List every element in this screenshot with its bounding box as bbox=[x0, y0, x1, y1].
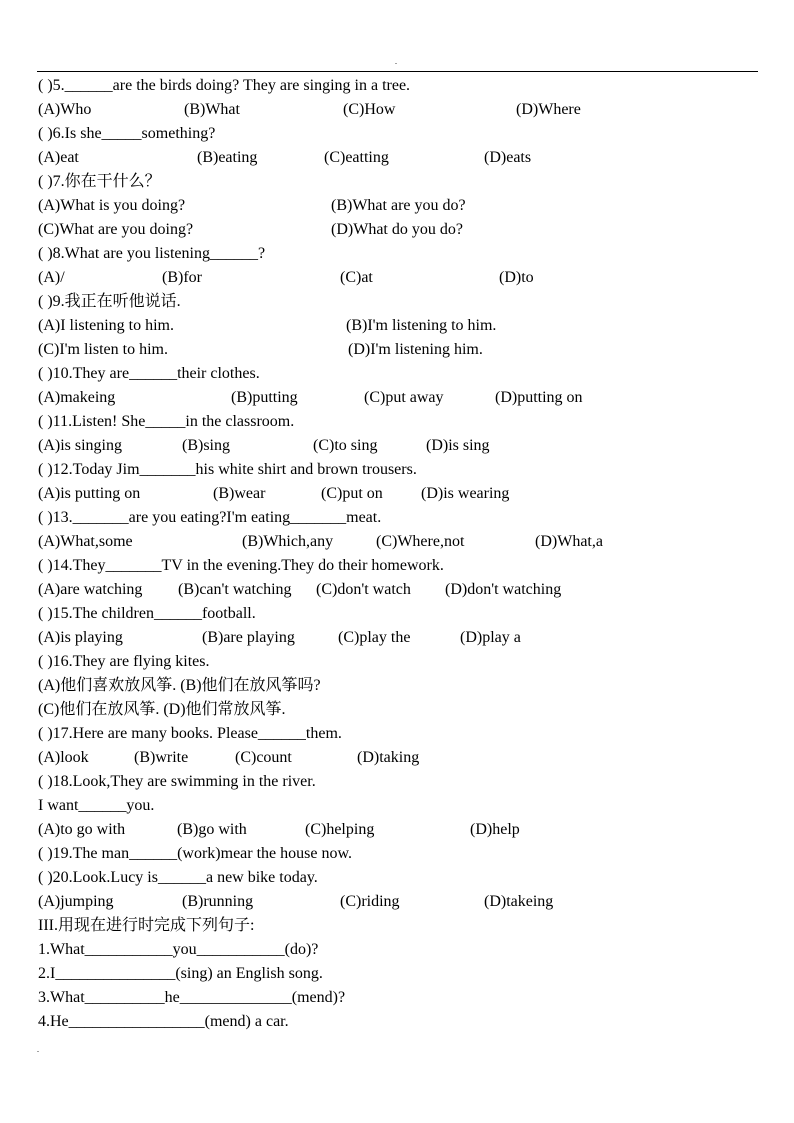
options-16-cd bbox=[38, 698, 758, 722]
question-12 bbox=[38, 458, 758, 482]
option-c: (C)at bbox=[340, 269, 373, 286]
header-rule bbox=[37, 71, 758, 72]
option-d: (D)is sing bbox=[426, 437, 490, 454]
options-20 bbox=[38, 890, 758, 914]
options-7-cd bbox=[38, 218, 758, 242]
option-a: (A)Who bbox=[38, 101, 92, 118]
question-15 bbox=[38, 602, 758, 626]
option-d: (D)taking bbox=[357, 749, 420, 766]
question-text: ( )7.你在干什么？ bbox=[38, 173, 161, 190]
option-a: (A)is playing bbox=[38, 629, 123, 646]
option-c: (C)put away bbox=[364, 389, 444, 406]
question-8 bbox=[38, 242, 758, 266]
option-d: (D)takeing bbox=[484, 893, 554, 910]
options-10 bbox=[38, 386, 758, 410]
question-text: ( )18.Look,They are swimming in the river. bbox=[38, 773, 316, 790]
fill-blank-3 bbox=[38, 986, 758, 1010]
option-a: (A)is singing bbox=[38, 437, 122, 454]
option-b: (B)I'm listening to him. bbox=[346, 317, 497, 334]
options-17 bbox=[38, 746, 758, 770]
options-16-ab bbox=[38, 674, 758, 698]
option-b: (B)What bbox=[184, 101, 240, 118]
question-text: ( )10.They are______their clothes. bbox=[38, 365, 260, 382]
options-9-cd bbox=[38, 338, 758, 362]
footer-mark: . bbox=[37, 1045, 39, 1054]
question-9 bbox=[38, 290, 758, 314]
options-13 bbox=[38, 530, 758, 554]
option-b: (B)Which,any bbox=[242, 533, 334, 550]
question-text: ( )15.The children______football. bbox=[38, 605, 256, 622]
options-18 bbox=[38, 818, 758, 842]
option-d: (D)putting on bbox=[495, 389, 583, 406]
header-mark: . bbox=[395, 57, 397, 66]
question-14 bbox=[38, 554, 758, 578]
option-a: (A)I listening to him. bbox=[38, 317, 174, 334]
option-b: (B)putting bbox=[231, 389, 298, 406]
option-b: (B)for bbox=[162, 269, 202, 286]
question-text: ( )14.They_______TV in the evening.They do their homework. bbox=[38, 557, 444, 574]
fill-blank-2 bbox=[38, 962, 758, 986]
option-a: (A)What is you doing? bbox=[38, 197, 186, 214]
options-8 bbox=[38, 266, 758, 290]
question-11 bbox=[38, 410, 758, 434]
option-c: (C)count bbox=[235, 749, 292, 766]
option-d: (D)help bbox=[470, 821, 520, 838]
question-text: ( )9.我正在听他说话. bbox=[38, 293, 181, 310]
option-c: (C)Where,not bbox=[376, 533, 465, 550]
question-text: ( )16.They are flying kites. bbox=[38, 653, 210, 670]
question-18 bbox=[38, 770, 758, 794]
options-11 bbox=[38, 434, 758, 458]
option-c: (C)eatting bbox=[324, 149, 389, 166]
options-text: (A)他们喜欢放风筝. (B)他们在放风筝吗? bbox=[38, 677, 321, 694]
options-9-ab bbox=[38, 314, 758, 338]
section-heading bbox=[38, 914, 758, 938]
option-c: (C)don't watch bbox=[316, 581, 411, 598]
question-18-continued bbox=[38, 794, 758, 818]
option-d: (D)don't watching bbox=[445, 581, 562, 598]
question-text: ( )5.______are the birds doing? They are singing in a tree. bbox=[38, 77, 411, 94]
options-5 bbox=[38, 98, 758, 122]
blank-sentence: 2.I_______________(sing) an English song. bbox=[38, 965, 323, 982]
option-b: (B)are playing bbox=[202, 629, 295, 646]
question-text: ( )19.The man______(work)mear the house now. bbox=[38, 845, 352, 862]
question-17 bbox=[38, 722, 758, 746]
option-d: (D)I'm listening him. bbox=[348, 341, 483, 358]
option-d: (D)play a bbox=[460, 629, 521, 646]
options-text: (C)他们在放风筝. (D)他们常放风筝. bbox=[38, 701, 286, 718]
question-text: ( )8.What are you listening______? bbox=[38, 245, 266, 262]
question-16 bbox=[38, 650, 758, 674]
option-c: (C)to sing bbox=[313, 437, 378, 454]
fill-blank-1 bbox=[38, 938, 758, 962]
option-a: (A)eat bbox=[38, 149, 79, 166]
option-d: (D)to bbox=[499, 269, 534, 286]
blank-sentence: 3.What__________he______________(mend)? bbox=[38, 989, 346, 1006]
option-d: (D)What,a bbox=[535, 533, 603, 550]
option-c: (C)What are you doing? bbox=[38, 221, 194, 238]
options-7-ab bbox=[38, 194, 758, 218]
option-a: (A)are watching bbox=[38, 581, 143, 598]
question-5 bbox=[38, 74, 758, 98]
question-text: ( )12.Today Jim_______his white shirt and brown trousers. bbox=[38, 461, 417, 478]
options-12 bbox=[38, 482, 758, 506]
fill-blank-4 bbox=[38, 1010, 758, 1034]
option-b: (B)go with bbox=[177, 821, 247, 838]
option-d: (D)eats bbox=[484, 149, 532, 166]
option-b: (B)running bbox=[182, 893, 254, 910]
option-b: (B)eating bbox=[197, 149, 258, 166]
question-text: I want______you. bbox=[38, 797, 155, 814]
option-a: (A)jumping bbox=[38, 893, 114, 910]
question-text: ( )17.Here are many books. Please______them. bbox=[38, 725, 342, 742]
option-c: (C)How bbox=[343, 101, 396, 118]
options-6 bbox=[38, 146, 758, 170]
option-c: (C)riding bbox=[340, 893, 400, 910]
option-a: (A)is putting on bbox=[38, 485, 141, 502]
option-c: (C)play the bbox=[338, 629, 411, 646]
option-b: (B)write bbox=[134, 749, 189, 766]
option-d: (D)What do you do? bbox=[331, 221, 463, 238]
question-13 bbox=[38, 506, 758, 530]
section-title: III.用现在进行时完成下列句子: bbox=[38, 917, 255, 934]
question-text: ( )13._______are you eating?I'm eating_______meat. bbox=[38, 509, 382, 526]
option-a: (A)What,some bbox=[38, 533, 133, 550]
option-b: (B)sing bbox=[182, 437, 230, 454]
blank-sentence: 4.He_________________(mend) a car. bbox=[38, 1013, 289, 1030]
option-b: (B)wear bbox=[213, 485, 266, 502]
question-7 bbox=[38, 170, 758, 194]
question-20 bbox=[38, 866, 758, 890]
question-text: ( )20.Look.Lucy is______a new bike today. bbox=[38, 869, 318, 886]
question-10 bbox=[38, 362, 758, 386]
question-text: ( )11.Listen! She_____in the classroom. bbox=[38, 413, 295, 430]
question-19 bbox=[38, 842, 758, 866]
option-d: (D)is wearing bbox=[421, 485, 510, 502]
option-a: (A)makeing bbox=[38, 389, 116, 406]
options-14 bbox=[38, 578, 758, 602]
option-b: (B)can't watching bbox=[178, 581, 292, 598]
option-c: (C)put on bbox=[321, 485, 383, 502]
question-6 bbox=[38, 122, 758, 146]
question-text: ( )6.Is she_____something? bbox=[38, 125, 216, 142]
option-a: (A)look bbox=[38, 749, 89, 766]
option-b: (B)What are you do? bbox=[331, 197, 466, 214]
option-c: (C)I'm listen to him. bbox=[38, 341, 168, 358]
blank-sentence: 1.What___________you___________(do)? bbox=[38, 941, 319, 958]
options-15 bbox=[38, 626, 758, 650]
worksheet bbox=[38, 74, 758, 1034]
option-d: (D)Where bbox=[516, 101, 581, 118]
option-c: (C)helping bbox=[305, 821, 375, 838]
option-a: (A)/ bbox=[38, 269, 65, 286]
option-a: (A)to go with bbox=[38, 821, 126, 838]
